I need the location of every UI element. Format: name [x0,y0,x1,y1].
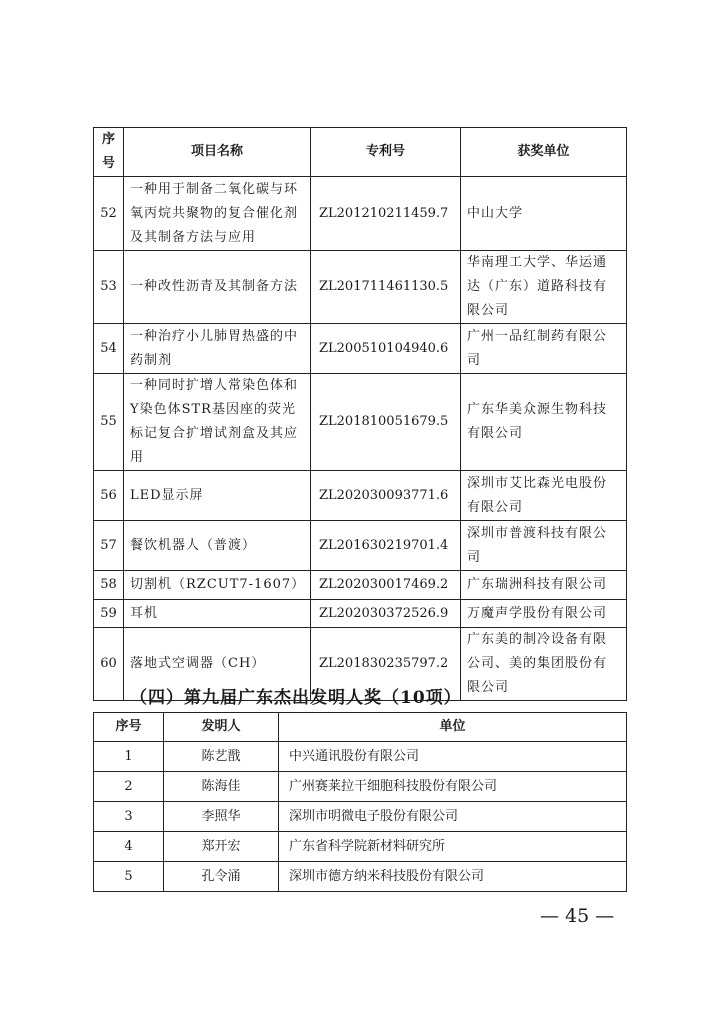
row-patent-number: ZL202030017469.2 [311,571,461,600]
header-project-name: 项目名称 [124,128,311,177]
table-row [94,742,627,772]
table-row [94,521,627,571]
table-row [94,571,627,600]
header-seq: 序号 [94,713,164,742]
row-award-unit: 广东美的制冷设备有限公司、美的集团股份有限公司 [461,628,627,701]
row-award-unit: 深圳市普渡科技有限公司 [461,521,627,571]
row-unit: 中兴通讯股份有限公司 [279,742,627,772]
table-row [94,772,627,802]
row-seq: 57 [94,521,124,571]
table-header-row [94,713,627,742]
row-seq: 4 [94,832,164,862]
table-row [94,374,627,471]
header-patent-number: 专利号 [311,128,461,177]
row-award-unit: 深圳市艾比森光电股份有限公司 [461,471,627,521]
row-inventor: 郑开宏 [164,832,279,862]
row-project-name: 餐饮机器人（普渡） [124,521,311,571]
patent-award-table [93,127,627,701]
table-row [94,862,627,892]
table-row [94,471,627,521]
row-seq: 5 [94,862,164,892]
row-inventor: 孔令涌 [164,862,279,892]
row-inventor: 陈海佳 [164,772,279,802]
table-row [94,177,627,251]
row-seq: 55 [94,374,124,471]
header-seq: 序号 [94,128,124,177]
row-patent-number: ZL202030093771.6 [311,471,461,521]
row-award-unit: 广东瑞洲科技有限公司 [461,571,627,600]
row-unit: 深圳市德方纳米科技股份有限公司 [279,862,627,892]
row-unit: 广州赛莱拉干细胞科技股份有限公司 [279,772,627,802]
row-inventor: 李照华 [164,802,279,832]
row-patent-number: ZL201830235797.2 [311,628,461,701]
row-seq: 53 [94,251,124,324]
row-patent-number: ZL201810051679.5 [311,374,461,471]
row-seq: 56 [94,471,124,521]
row-project-name: 一种用于制备二氧化碳与环氧丙烷共聚物的复合催化剂及其制备方法与应用 [124,177,311,251]
row-seq: 1 [94,742,164,772]
row-project-name: 一种改性沥青及其制备方法 [124,251,311,324]
row-patent-number: ZL201210211459.7 [311,177,461,251]
table-row [94,600,627,628]
row-patent-number: ZL201630219701.4 [311,521,461,571]
row-seq: 60 [94,628,124,701]
row-project-name: LED显示屏 [124,471,311,521]
header-inventor: 发明人 [164,713,279,742]
row-award-unit: 万魔声学股份有限公司 [461,600,627,628]
row-patent-number: ZL201711461130.5 [311,251,461,324]
row-project-name: 耳机 [124,600,311,628]
row-award-unit: 中山大学 [461,177,627,251]
table-header-row [94,128,627,177]
row-project-name: 切割机（RZCUT7-1607） [124,571,311,600]
row-seq: 2 [94,772,164,802]
row-award-unit: 广东华美众源生物科技有限公司 [461,374,627,471]
row-seq: 54 [94,324,124,374]
table-row [94,802,627,832]
row-award-unit: 华南理工大学、华运通达（广东）道路科技有限公司 [461,251,627,324]
row-project-name: 一种同时扩增人常染色体和Y染色体STR基因座的荧光标记复合扩增试剂盒及其应用 [124,374,311,471]
header-award-unit: 获奖单位 [461,128,627,177]
row-seq: 59 [94,600,124,628]
row-project-name: 落地式空调器（CH） [124,628,311,701]
inventor-award-table [93,712,627,892]
row-unit: 广东省科学院新材料研究所 [279,832,627,862]
row-patent-number: ZL200510104940.6 [311,324,461,374]
page-number: — 45 — [540,905,615,927]
row-patent-number: ZL202030372526.9 [311,600,461,628]
table-row [94,251,627,324]
row-award-unit: 广州一品红制药有限公司 [461,324,627,374]
row-seq: 58 [94,571,124,600]
table-row [94,324,627,374]
row-seq: 52 [94,177,124,251]
row-project-name: 一种治疗小儿肺胃热盛的中药制剂 [124,324,311,374]
row-seq: 3 [94,802,164,832]
row-inventor: 陈艺戬 [164,742,279,772]
table-row [94,832,627,862]
row-unit: 深圳市明微电子股份有限公司 [279,802,627,832]
section-heading: （四）第九届广东杰出发明人奖（10项） [130,688,462,708]
header-unit: 单位 [279,713,627,742]
